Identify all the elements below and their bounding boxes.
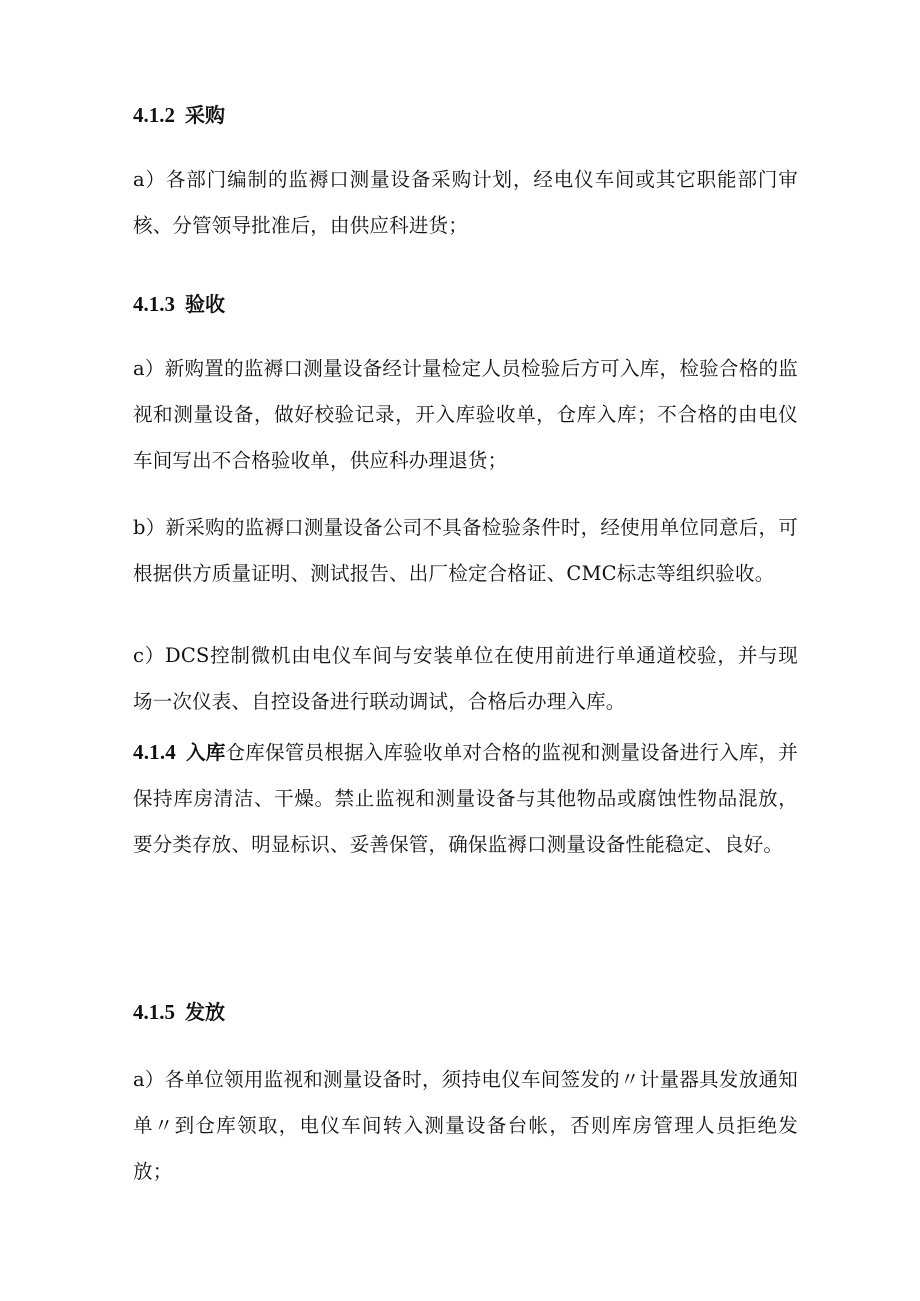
paragraph-4-1-5-a: a）各单位领用监视和测量设备时，须持电仪车间签发的〃计量器具发放通知单〃到仓库领取，电仪车间转入测量设备台帐，否则库房管理人员拒绝发放； — [133, 1068, 798, 1183]
section-number: 4.1.3 — [133, 292, 175, 316]
section-heading-4-1-5 — [133, 997, 798, 1027]
section-number: 4.1.4 — [133, 740, 176, 764]
paragraph-4-1-3-c: c）DCS控制微机由电仪车间与安装单位在使用前进行单通道校验，并与现场一次仪表、自控设备进行联动调试，合格后办理入库。 — [133, 644, 798, 713]
section-number: 4.1.2 — [133, 103, 175, 127]
paragraph-4-1-3-a: a）新购置的监褥口测量设备经计量检定人员检验后方可入库，检验合格的监视和测量设备，做好校验记录，开入库验收单，仓库入库；不合格的由电仪车间写出不合格验收单，供应科办理退货； — [133, 357, 798, 472]
section-title: 采购 — [185, 103, 225, 127]
paragraph-4-1-2-a: a）各部门编制的监褥口测量设备采购计划，经电仪车间或其它职能部门审核、分管领导批准后，由供应科进货； — [133, 168, 798, 237]
section-heading-4-1-3 — [133, 289, 798, 319]
section-body: 仓库保管员根据入库验收单对合格的监视和测量设备进行入库，并保持库房清洁、干燥。禁止监视和测量设备与其他物品或腐蚀性物品混放，要分类存放、明显标识、妥善保管，确保监褥口测量设备性能稳定、良好。 — [133, 741, 798, 856]
section-title: 验收 — [185, 292, 225, 316]
section-title: 发放 — [185, 1000, 225, 1024]
paragraph-4-1-3-b: b）新采购的监褥口测量设备公司不具备检验条件时，经使用单位同意后，可根据供方质量证明、测试报告、出厂检定合格证、CMC标志等组织验收。 — [133, 516, 798, 585]
section-title: 入库 — [186, 741, 226, 764]
paragraph-4-1-4 — [133, 729, 798, 868]
section-heading-4-1-4 — [133, 741, 226, 764]
section-number: 4.1.5 — [133, 1000, 175, 1024]
section-heading-4-1-2 — [133, 100, 798, 130]
